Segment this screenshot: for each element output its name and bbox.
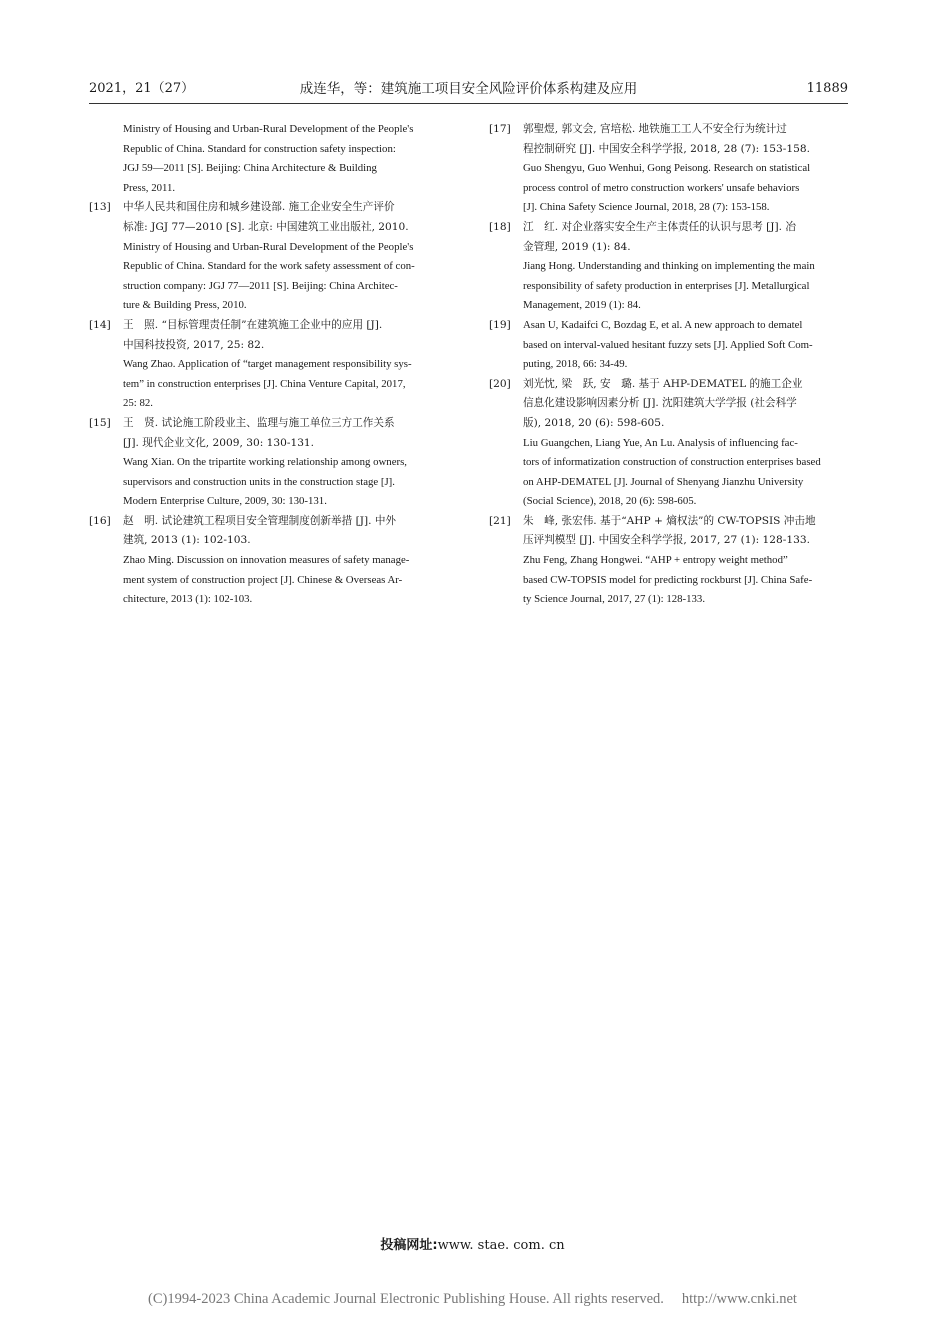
reference-item: [89, 120, 459, 198]
reference-line: supervisors and construction units in the construction stage [J].: [123, 475, 395, 488]
reference-line: 朱 峰, 张宏伟. 基于“AHP + 熵权法”的 CW-TOPSIS 冲击地: [523, 514, 816, 527]
reference-number: [18]: [489, 220, 511, 233]
reference-line: based CW-TOPSIS model for predicting rockburst [J]. China Safe-: [523, 573, 813, 586]
reference-line: 金管理, 2019 (1): 84.: [523, 240, 631, 253]
reference-line: Zhao Ming. Discussion on innovation measures of safety manage-: [123, 554, 410, 567]
reference-line: 王 贤. 试论施工阶段业主、监理与施工单位三方工作关系: [123, 416, 395, 429]
reference-line: 刘光忱, 梁 跃, 安 璐. 基于 AHP-DEMATEL 的施工企业: [523, 377, 803, 390]
reference-number: [20]: [489, 377, 511, 390]
reference-line: struction company: JGJ 77—2011 [S]. Beijing: China Architec-: [123, 279, 398, 292]
reference-item: [89, 316, 459, 414]
reference-line: 王 照. “目标管理责任制”在建筑施工企业中的应用 [J].: [123, 318, 383, 331]
cnki-link[interactable]: http://www.cnki.net: [681, 1291, 797, 1307]
reference-number: [15]: [89, 416, 111, 429]
reference-item: [89, 198, 459, 316]
reference-line: 程控制研究 [J]. 中国安全科学学报, 2018, 28 (7): 153-158.: [523, 142, 810, 155]
reference-line: 压评判模型 [J]. 中国安全科学学报, 2017, 27 (1): 128-133.: [523, 534, 810, 547]
reference-line: ty Science Journal, 2017, 27 (1): 128-133.: [523, 593, 706, 606]
page-number: 11889: [806, 81, 848, 96]
reference-number: [21]: [489, 514, 511, 527]
reference-line: Liu Guangchen, Liang Yue, An Lu. Analysis of influencing fac-: [523, 436, 798, 449]
reference-line: 建筑, 2013 (1): 102-103.: [123, 534, 251, 547]
reference-number: [19]: [489, 318, 511, 331]
reference-line: on AHP-DEMATEL [J]. Journal of Shenyang Jianzhu University: [523, 475, 804, 488]
reference-line: 中华人民共和国住房和城乡建设部. 施工企业安全生产评价: [123, 201, 395, 214]
reference-number: [16]: [89, 514, 111, 527]
reference-line: 25: 82.: [123, 397, 153, 410]
reference-line: Press, 2011.: [123, 181, 176, 194]
reference-line: based on interval-valued hesitant fuzzy sets [J]. Applied Soft Com-: [523, 338, 813, 351]
reference-line: (Social Science), 2018, 20 (6): 598-605.: [523, 495, 697, 508]
header-rule: [89, 103, 848, 104]
reference-line: Republic of China. Standard for construction safety inspection:: [123, 142, 396, 155]
reference-item: [489, 512, 855, 610]
reference-line: tors of informatization construction of construction enterprises based: [523, 456, 821, 469]
reference-line: Ministry of Housing and Urban-Rural Development of the People's: [123, 123, 414, 135]
reference-line: tem” in construction enterprises [J]. China Venture Capital, 2017,: [123, 377, 406, 390]
reference-line: 中国科技投资, 2017, 25: 82.: [123, 338, 265, 351]
submission-url[interactable]: www. stae. com. cn: [437, 1238, 565, 1253]
reference-line: Asan U, Kadaifci C, Bozdag E, et al. A new approach to dematel: [523, 318, 803, 331]
reference-line: Management, 2019 (1): 84.: [523, 299, 641, 312]
reference-line: chitecture, 2013 (1): 102-103.: [123, 593, 253, 606]
references-left-column: [89, 120, 459, 610]
reference-line: Jiang Hong. Understanding and thinking on implementing the main: [523, 260, 815, 273]
reference-line: ture & Building Press, 2010.: [123, 299, 247, 312]
reference-line: [J]. 现代企业文化, 2009, 30: 130-131.: [123, 436, 315, 449]
reference-line: 江 红. 对企业落实安全生产主体责任的认识与思考 [J]. 冶: [523, 220, 797, 233]
reference-line: 赵 明. 试论建筑工程项目安全管理制度创新举措 [J]. 中外: [123, 514, 397, 527]
reference-line: JGJ 59—2011 [S]. Beijing: China Architecture & Building: [123, 162, 377, 175]
reference-line: Guo Shengyu, Guo Wenhui, Gong Peisong. Research on statistical: [523, 162, 811, 175]
reference-item: [89, 512, 459, 610]
reference-line: 版), 2018, 20 (6): 598-605.: [523, 416, 665, 429]
references-right-column: [489, 120, 855, 610]
reference-line: Wang Xian. On the tripartite working relationship among owners,: [123, 456, 407, 469]
running-header: [89, 78, 848, 100]
submission-label: 投稿网址:: [380, 1238, 438, 1253]
copyright-line: [0, 1289, 945, 1309]
reference-line: Modern Enterprise Culture, 2009, 30: 130-131.: [123, 495, 327, 508]
reference-line: Wang Zhao. Application of “target management responsibility sys-: [123, 358, 412, 371]
reference-line: Ministry of Housing and Urban-Rural Development of the People's: [123, 240, 414, 253]
reference-number: [13]: [89, 201, 111, 214]
reference-line: puting, 2018, 66: 34-49.: [523, 358, 628, 371]
reference-line: responsibility of safety production in enterprises [J]. Metallurgical: [523, 279, 810, 292]
reference-line: process control of metro construction workers' unsafe behaviors: [523, 181, 800, 194]
reference-item: [489, 375, 855, 512]
reference-line: Zhu Feng, Zhang Hongwei. “AHP + entropy weight method”: [523, 554, 788, 567]
reference-item: [89, 414, 459, 512]
reference-number: [14]: [89, 318, 111, 331]
article-title-running: 成连华，等：建筑施工项目安全风险评价体系构建及应用: [299, 81, 638, 97]
reference-item: [489, 316, 855, 375]
reference-line: 标准: JGJ 77—2010 [S]. 北京: 中国建筑工业出版社, 2010.: [123, 220, 409, 233]
copyright-text: (C)1994-2023 China Academic Journal Electronic Publishing House. All rights reserved.: [148, 1291, 664, 1307]
reference-number: [17]: [489, 123, 511, 135]
reference-item: [489, 120, 855, 218]
submission-website: [0, 1236, 945, 1256]
reference-line: ment system of construction project [J]. Chinese & Overseas Ar-: [123, 573, 403, 586]
reference-line: Republic of China. Standard for the work safety assessment of con-: [123, 260, 415, 273]
reference-line: 信息化建设影响因素分析 [J]. 沈阳建筑大学学报 (社会科学: [523, 397, 797, 410]
reference-item: [489, 218, 855, 316]
reference-line: 郭聖煜, 郭文会, 宫培松. 地铁施工工人不安全行为统计过: [523, 123, 787, 135]
reference-line: [J]. China Safety Science Journal, 2018, 28 (7): 153-158.: [523, 201, 770, 214]
issue-info: 2021，21（27）: [89, 81, 195, 96]
